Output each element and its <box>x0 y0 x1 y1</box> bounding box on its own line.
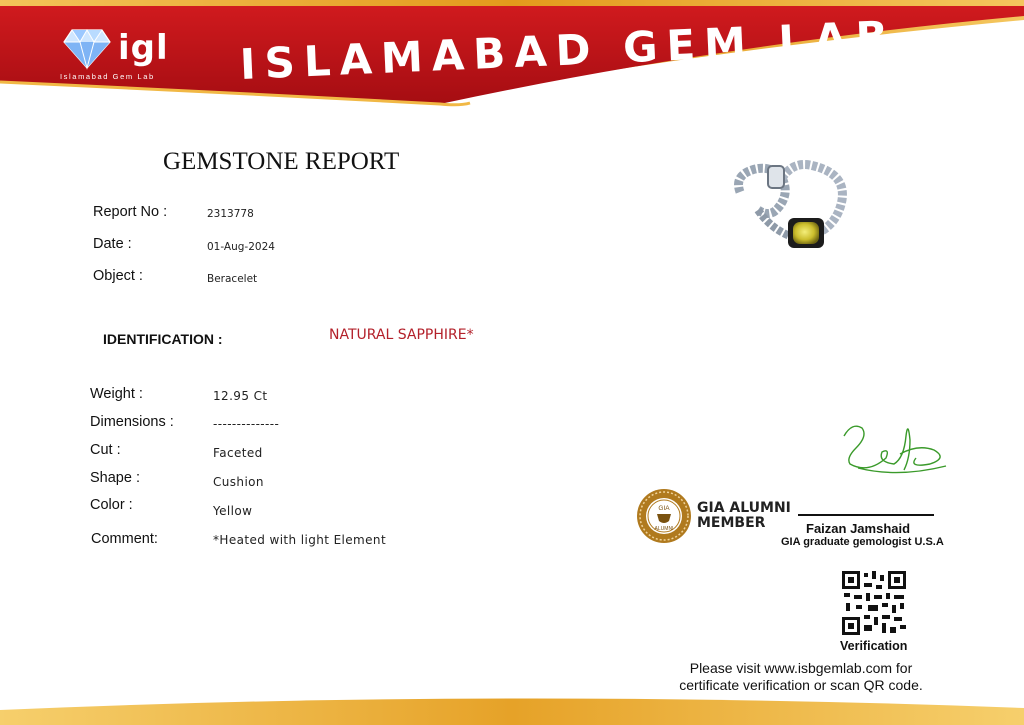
diamond-logo-icon <box>62 26 112 70</box>
weight-label: Weight : <box>90 386 143 402</box>
shape-value: Cushion <box>213 475 264 489</box>
gia-line-2: MEMBER <box>697 515 766 531</box>
signature-image <box>838 418 953 486</box>
gia-line-1: GIA ALUMNI <box>697 500 791 516</box>
signatory-name: Faizan Jamshaid <box>806 521 911 536</box>
gia-alumni-text <box>697 501 791 531</box>
color-value: Yellow <box>213 504 253 518</box>
object-value: Beracelet <box>207 273 258 285</box>
signatory-title: GIA graduate gemologist U.S.A <box>781 536 944 548</box>
seal-bottom-text: ALUMNI <box>654 526 674 532</box>
color-label: Color : <box>90 497 133 513</box>
bracelet-photo <box>730 156 855 258</box>
gia-alumni-seal-icon <box>636 488 692 544</box>
date-value: 01-Aug-2024 <box>207 241 275 253</box>
verification-label: Verification <box>840 639 908 653</box>
dimensions-label: Dimensions : <box>90 414 174 430</box>
report-title: GEMSTONE REPORT <box>163 148 400 175</box>
logo-text: igl <box>118 28 169 68</box>
banner-title: ISLAMABAD GEM LAB <box>238 11 898 89</box>
verification-line-2: certificate verification or scan QR code. <box>679 677 923 693</box>
dimensions-value: -------------- <box>213 417 280 431</box>
identification-value: NATURAL SAPPHIRE* <box>329 327 474 343</box>
report-no-value: 2313778 <box>207 208 254 220</box>
shape-label: Shape : <box>90 470 140 486</box>
date-label: Date : <box>93 236 132 252</box>
footer-banner <box>0 688 1024 725</box>
comment-label: Comment: <box>91 531 158 547</box>
identification-label: IDENTIFICATION : <box>103 331 223 347</box>
cut-value: Faceted <box>213 446 263 460</box>
comment-value: *Heated with light Element <box>213 533 387 547</box>
signature-line <box>798 514 934 516</box>
report-no-label: Report No : <box>93 204 168 220</box>
cut-label: Cut : <box>90 442 121 458</box>
qr-code[interactable] <box>842 571 906 635</box>
weight-value: 12.95 Ct <box>213 389 268 403</box>
object-label: Object : <box>93 268 143 284</box>
seal-top-text: GIA <box>658 505 670 512</box>
logo-subtitle: Islamabad Gem Lab <box>60 72 155 81</box>
verification-line-1: Please visit www.isbgemlab.com for <box>689 660 913 676</box>
